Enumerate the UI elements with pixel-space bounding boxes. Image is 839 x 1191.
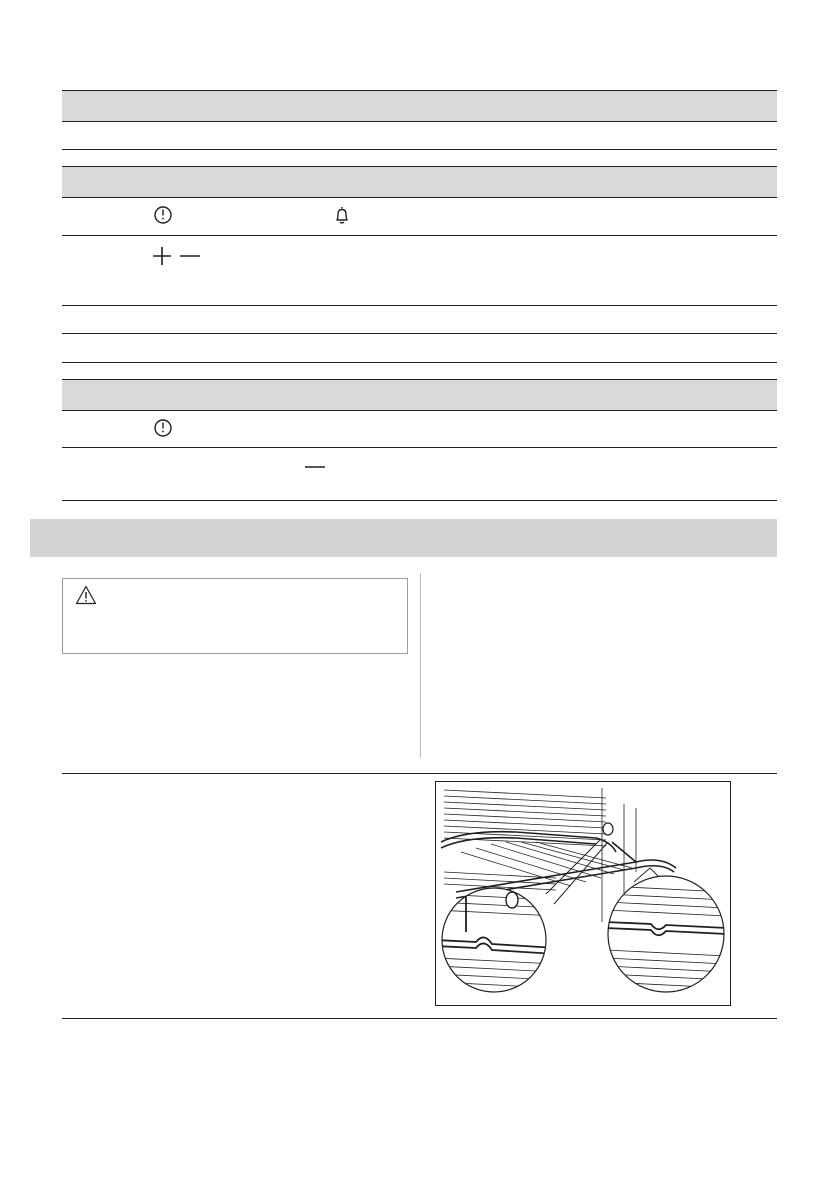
table-rule	[62, 410, 777, 411]
table-rule	[62, 333, 777, 334]
plus-icon	[152, 246, 172, 266]
table-rule	[62, 235, 777, 236]
clock-icon	[153, 418, 173, 438]
minus-icon	[304, 457, 326, 477]
shelf-illustration	[435, 781, 731, 1006]
warning-icon	[75, 585, 97, 605]
table-header-2	[62, 166, 777, 197]
table-header-1	[62, 90, 777, 121]
table-rule	[62, 362, 777, 363]
table-rule	[62, 149, 777, 150]
minus-icon	[179, 246, 201, 266]
table-rule	[62, 773, 777, 774]
table-rule	[62, 197, 777, 198]
table-rule	[62, 447, 777, 448]
table-header-3	[62, 379, 777, 410]
table-rule	[62, 379, 777, 380]
warning-box	[62, 578, 408, 654]
table-rule	[62, 1018, 777, 1019]
table-rule	[62, 90, 777, 91]
clock-icon	[153, 205, 173, 225]
shelf-illustration-drawing	[436, 782, 730, 1005]
table-rule	[62, 500, 777, 501]
table-rule	[62, 166, 777, 167]
table-rule	[62, 121, 777, 122]
section-heading-bar	[30, 519, 777, 557]
column-divider	[420, 573, 421, 758]
table-rule	[62, 305, 777, 306]
bell-icon	[332, 205, 352, 226]
